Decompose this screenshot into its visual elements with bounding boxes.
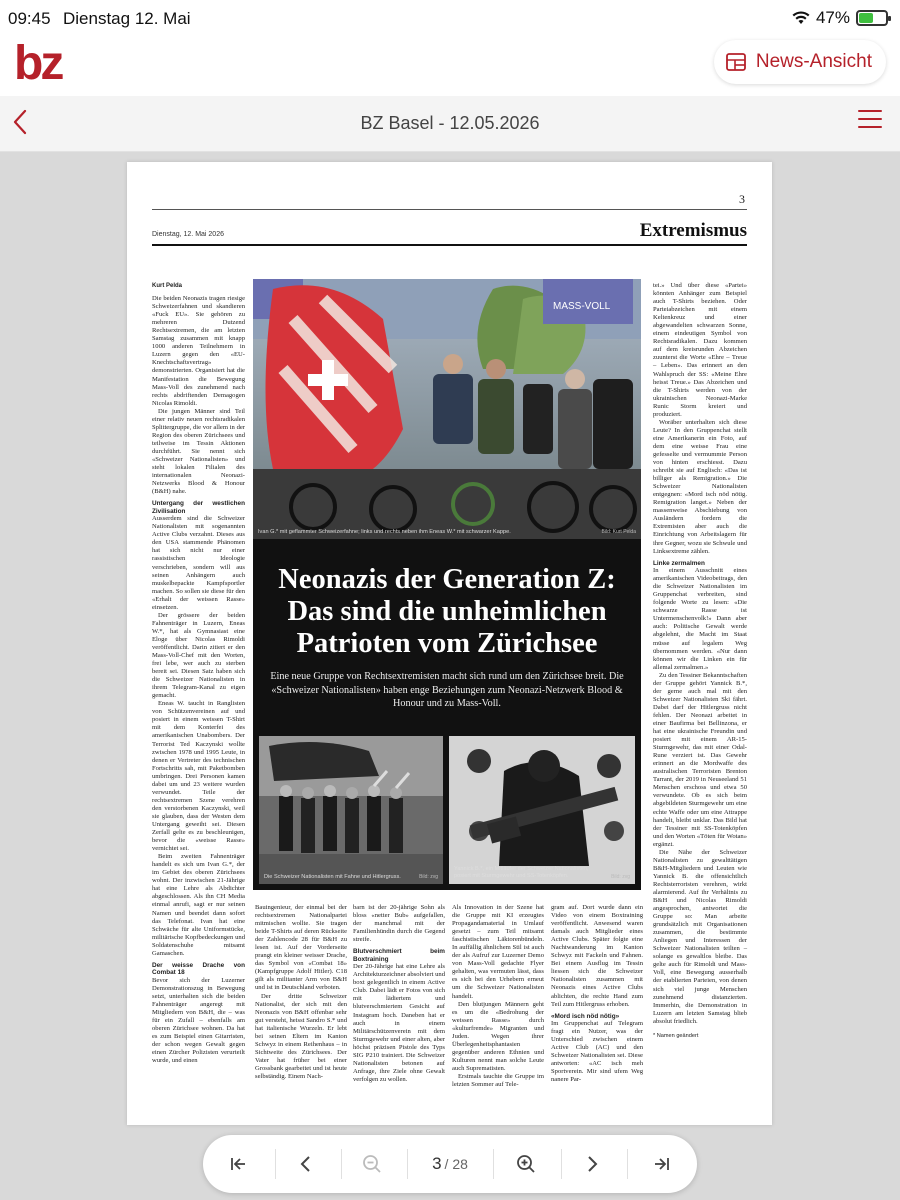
col1-subhead-2: Der weisse Drache von Combat 18 (152, 961, 245, 977)
current-page: 3 (432, 1154, 442, 1173)
status-bar (0, 0, 900, 36)
zoom-out-icon (362, 1154, 382, 1174)
lead-text: Eine neue Gruppe von Rechtsextremisten macht sich rund um den Zürichsee breit. Die «Schweizer Nationalisten» haben enge Beziehungen zum Neonazi-Netzwerk Blood & Honour und zu Mass-Voll. (270, 671, 624, 709)
col5-p1: gram auf. Dort wurde dann ein Video von einem Boxtraining veröffentlicht. Anwesend waren damals auch Mitglieder eines Active Clubs. Später folgte eine Nachtwanderung im Kanton Schwyz mit Fackeln und Fahnen. Bei einem Ausflug im Tessin liessen sich die Schweizer Nationalisten zusammen mit Neonazis eines Active Clubs ablichten, die rechte Hand zum Teil zum Hitlergruss erhoben. (551, 904, 643, 1008)
col3-p2: Der 20-Jährige hat eine Lehre als Architekturzeichner absolviert und boxt gelegentlich in einem Active Club. Dabei lädt er Fotos von sich mit lädiertem und blutverschmiertem Gesicht auf Instagram hoch. Daneben hat er auch in einem Militärschützenverein mit dem Sturmgewehr und einer alten, aber höchst präzisen Pistole des Typs SIG P210 trainiert. Die Schweizer Nationalisten betonen auf Anfrage, ihre Ziele ohne Gewalt verfolgen zu wollen. (353, 963, 445, 1083)
page-date: Dienstag, 12. Mai 2026 (152, 231, 224, 238)
page-indicator (417, 1135, 483, 1193)
section-rule (152, 244, 747, 246)
zoom-in-icon (516, 1154, 536, 1174)
news-layout-icon (726, 53, 746, 71)
feature-block (253, 279, 641, 890)
status-time: 09:45 (8, 9, 51, 28)
news-view-label: News-Ansicht (755, 51, 872, 72)
col6-p3: In einem Ausschnitt eines amerikanischen Videobeitrags, den die Schweizer Nationalisten im Gruppenchat verbreiten, sind folgende Worte zu lesen: «Die schwarze Rasse ist Untermenschenvolk!» Dann aber auch: Politische Gewalt werde abgelehnt, die Macht im Staat müsse auf legalem Weg übernommen werden. «Nur dann können wir die Linken ein für allemal zermalmen.» (653, 567, 747, 671)
newspaper-page[interactable] (127, 162, 772, 1125)
chevron-left-icon (299, 1155, 313, 1173)
author: Kurt Pelda (152, 283, 183, 289)
last-page-button[interactable] (631, 1135, 693, 1193)
article-column-6 (653, 282, 747, 1062)
page-number: 3 (739, 192, 745, 206)
main-photo-credit: Bild: Kurt Pelda (601, 529, 636, 535)
col1-p6: Beim zweiten Fahnenträger handelt es sich um Ivan G.*, der im Gebiet des oberen Zürichsees wohnt. Der inzwischen 21-Jährige hat eine Lehre als Abdichter abgeschlossen. Als ihn CH Media einmal anrufi, sagt er nur seinen Namen und beendet dann sofort das Telefonat. Ivan hat eine Schwäche für alte Uniformstücke, militärische Kopfbedeckungen und Soldatenschuhe mitsamt Gamaschen. (152, 853, 245, 957)
col6-p5: Die Nähe der Schweizer Nationalisten zu gewalttätigen B&H-Mitgliedern und Leuten wie Yannick B. die offensichtlich Rechtsterroristen verehren, wirkt alarmierend. Auf ihr Verhältnis zu B&H und Nicolas Rimoldi angesprochen, antwortet die Gruppe so: Man arbeite grundsätzlich mit Organisationen zusammen, die bestimmte Anliegen und Interessen der Schweizer Nationalisten teilten – solange es gewaltlos bleibe. Das gelte auch für Rimoldi und Mass-Voll, eine Bewegung ausserhalb der etablierten Parteien, von denen sich viel junge Menschen zunehmend distanzierten. Immerhin, die Demonstration in Luzern am letzten Samstag blieb absolut friedlich. (653, 848, 747, 1025)
col4-p2: Den blutjungen Männern geht es um die «Bedrohung der weissen Rasse» durch «kulturfremde» Migranten und Juden. Wegen ihrer Überlegenheitsphantasien gegenüber anderen Ethnien und Kulturen nennt man solche Leute auch Suprematisten. (452, 1000, 544, 1072)
wifi-icon (792, 11, 810, 25)
main-photo[interactable] (253, 279, 641, 539)
col6-subhead: Linke zermalmen (653, 559, 705, 567)
status-date: Dienstag 12. Mai (63, 9, 191, 28)
col6-p1: tei.» Und über diese «Partei» könnten Anhänger zum Beispiel auch T-Shirts beziehen. Oder Parteiabzeichen mit einem Keltenkreuz und einer abgewandelten schwarzen Sonne, einem eindeutigen Symbol von Rechtsradikalen. Dazu kommen auf dem kreisrunden Abzeichen zuunterst die Worte «Ehre – Treue – Leben». Das erinnert an den Wahlspruch der SS: «Meine Ehre heisst Treue.» Das Abzeichen und die T-Shirts werden von der ukrainischen Neonazi-Marke Runic Storm kreiert und produziert. (653, 282, 747, 418)
col1-subhead: Untergang der westlichen Zivilisation (152, 500, 245, 515)
total-pages: / 28 (444, 1156, 468, 1172)
page-navigation-bar (203, 1135, 697, 1193)
hamburger-menu-icon[interactable] (858, 110, 882, 134)
news-view-button[interactable] (714, 40, 886, 84)
article-column-2 (255, 904, 347, 1080)
col5-subhead: «Mord isch nöd nötig» (551, 1012, 620, 1020)
separator (627, 1149, 628, 1179)
col6-p2: Woräber unterhalten sich diese Leute? In den Gruppenchat stellt eine Amerikanerin ein Foto, auf dem eine weisse Frau eine gefesselte und vermummte Person von hinten erschiesst. Dazu schreibt sie auf Englisch: «Das ist billiger als Remigration.» Die Schweizer Nationalisten entgegnen: «Mord isch nöd nötig. Remigration langet.» Neben der massenweise Abschiebung von Ausländern fordern die Extremisten aber auch die Einrichtung von Arbeitslagern für ihre Gegner, wozu sie Schwule und Linksextreme zählen. (653, 418, 747, 555)
main-photo-image (253, 279, 641, 539)
chevron-right-icon (585, 1155, 599, 1173)
issue-title: BZ Basel - 12.05.2026 (360, 113, 540, 133)
col2-p2: Der dritte Schweizer Nationalist, der sich mit den Neonazis von B&H offenbar sehr gut versteht, heisst Sandro S.* und hat italienische Wurzeln. Er lebt bei seinen Eltern im Kanton Schwyz in einem Reihenhaus – in Sichtweite des Zürichsees. Der Vater hat früher bei einer Grossbank gearbeitet und ist heute selbständig. Einem Nach- (255, 992, 347, 1080)
photo-left-caption: Die Schweizer Nationalisten mit Fahne und Hitlergruss. (264, 874, 401, 880)
section-title: Extremismus (639, 220, 747, 241)
top-rule (152, 209, 747, 210)
col1-p4: Der grössere der beiden Fahnenträger in Luzern, Eneas W.*, hat als Gymnasiast eine Eloge über Nicolas Rimoldi veröffentlicht. Darin zitiert er den Mass-Voll-Chef mit den Worten, frei lebe, wer auch zu sterben bereit sei. Diesen Satz haben sich die Schweizer Nationalisten in ihrem Telegram-Kanal zu eigen gemacht. (152, 611, 245, 700)
col3-subhead: Blutverschmiert beim Boxtraining (353, 948, 445, 963)
col1-p1: Die beiden Neonazis tragen riesige Schweizerfahnen und skandieren «Fuck EU». Sie gehören zu mehreren Dutzend Rechtsextremen, die am letzten Samstag zusammen mit knapp 1000 anderen Teilnehmern in Luzern gegen den «EU-Knechtschaftsvertrag» demonstrierten. Organisiert hat die Manifestation die Bewegung Mass-Voll des zunehmend nach rechts abdriftenden Demagogen Nicolas Rimoldi. (152, 295, 245, 407)
article-column-3 (353, 904, 445, 1083)
names-changed-note: * Namen geändert (653, 1032, 699, 1039)
article-column-1 (152, 282, 245, 1065)
col2-p1: Bauingenieur, der einmal bei der rechtsextremen Nationalpartei mitmischen wollte. Sie tragen beide T-Shirts auf deren Rückseite der Zahlencode 28 für B&H zu lesen ist. Auf der Vorderseite prangt ein kleiner weisser Drache, das Symbol von «Combat 18» (Kampfgruppe Adolf Hitler). C18 gilt als militanter Arm von B&H und ist in Deutschland verboten. (255, 904, 347, 992)
banner-text: MASS-VOLL (553, 301, 611, 312)
col3-p1: barn ist der 20-jährige Sohn als bloss «netter Bub» aufgefallen, der manchmal mit der Familienhündin durch die Gegend streife. (353, 904, 445, 944)
first-page-icon (229, 1156, 247, 1172)
photo-right-credit: Bild: zvg (611, 874, 630, 880)
nav-bar (0, 96, 900, 152)
col6-p4: Zu den Tessiner Bekanntschaften der Gruppe gehört Yannick B.*, der gerne auch mal mit den Schweizer Nationalisten Ski fährt. Dabei darf der Hitlergruss nicht fehlen. Der Neonazi arbeitet in einer Baufirma bei Bellinzona, er hat eine ukrainische Freundin und posiert mit einem AR-15-Sturmgewehr, das mit einer Odal-Rune verziert ist. Das Gewehr erinnert an die Mordwaffe des australischen Terroristen Brenton Tarrant, der 2019 in Neuseeland 51 Menschen erschoss und etwa 50 verwundete. Ob es sich beim abgebildeten Sturmgewehr um eine echte Waffe oder um eine Attrappe handelt, bleibt unklar. Das Bild hat der Tessiner mit SS-Totenköpfen und den Worten «Töten für Wotan» ergänzt. (653, 671, 747, 848)
col4-p1: Als Innovation in der Szene hat die Gruppe mit KI erzeugtes Propagandamaterial in Umlauf gesetzt – zum Teil mitsamt faschistischen Läktorenbündeln. In auffällig ähnlichem Stil ist auch der als Aufruf zur Luzerner Demo von Mass-Voll gedachte Flyer gehalten, was vermuten lässt, dass es sich bei den Urhebern erneut um die Schweizer Nationalisten handelt. (452, 904, 544, 1000)
battery-icon (856, 10, 888, 26)
first-page-button[interactable] (207, 1135, 269, 1193)
separator (493, 1149, 494, 1179)
col5-p2: Im Gruppenchat auf Telegram fragt ein Nutzer, was der Unterschied zwischen einem Active Club (AC) und den Schweizer Nationalisten sei. Diese antworten: «AC isch meh Sportverein. Mir sind ufem Weg nanere Par- (551, 1020, 643, 1084)
headline: Neonazis der Generation Z: Das sind die unheimlichen Patrioten vom Zürichsee (278, 564, 616, 659)
article-column-4 (452, 904, 544, 1089)
separator (407, 1149, 408, 1179)
bz-logo[interactable]: bz (14, 37, 62, 90)
photo-right-image (449, 736, 635, 884)
col1-p5: Eneas W. taucht in Ranglisten von Schützenvereinen auf und posiert in einem weissen T-Shirt mit dem Konterfei des amerikanischen Unabombers. Der Terrorist Ted Kaczynski wollte zwischen 1978 und 1995 Leute, in denen er Vertreter des technischen Fortschritts sah, mit Paketbomben umbringen. Drei Personen kamen dabei um und 23 weitere wurden verwundet. Teile der rechtsextremen Szene verehren den verstorbenen Kaczynski, weil sie glauben, dass der Westen dem Untergang geweiht sei. Diesen Zerfall gelte es zu beschleunigen, bevor die «weisse Rasse» vernichtet sei. (152, 700, 245, 853)
battery-percent: 47% (815, 8, 850, 27)
zoom-in-button[interactable] (495, 1135, 557, 1193)
main-photo-caption: Ivan G.* mit geflammter Schweizerfahne; links und rechts neben ihm Eneas W.* mit schwarzer Kappe. (258, 529, 511, 535)
last-page-icon (653, 1156, 671, 1172)
next-page-button[interactable] (561, 1135, 623, 1193)
photo-right[interactable] (449, 736, 635, 884)
app-bar (0, 36, 900, 96)
photo-left[interactable] (259, 736, 443, 884)
article-column-5 (551, 904, 643, 1084)
photo-left-credit: Bild: zvg (419, 874, 438, 880)
col1-p7: Bevor sich der Luzerner Demonstrationszug in Bewegung setzt, unterhalten sich die beiden Fahnenträger angeregt mit Mitgliedern von B&H, die – was für ein Zufall – ebenfalls am oberen Zürichsee wohnen. Da hat es zum Beispiel einen Gitarristen, der schon wegen Gewalt gegen einen Zürcher Polizisten verurteilt wurde, und einen (152, 976, 245, 1065)
previous-page-button[interactable] (275, 1135, 337, 1193)
zoom-out-button[interactable] (341, 1135, 403, 1193)
photo-left-image (259, 736, 443, 884)
status-right (792, 8, 888, 28)
col1-p2: Die jungen Männer sind Teil einer relativ neuen rechtsradikalen Splittergruppe, die vor allem in der Region des oberen Zürichsees und teilweise im Tessin Aktionen durchführt. Sie nennt sich «Schweizer Nationalisten» und steht lokalen Filialen des internationalen Neonazi-Netzwerks Blood & Honour (B&H) nahe. (152, 407, 245, 496)
col4-p3: Erstmals tauchte die Gruppe im letzten Sommer auf Tele- (452, 1072, 544, 1089)
col1-p3: Ausserdem sind die Schweizer Nationalisten mit sogenannten Active Clubs verzahnt. Dieses aus den USA stammende Phänomen hat sich nicht nur einer rassistischen Ideologie verschrieben, sondern will aus seinen Anhängern auch muskelbepackte Kampfsportler machen. So sollen sie diese für den «Erhalt der weissen Rasse» einsetzen. (152, 515, 245, 611)
photo-right-caption: Yannick B.*, ein Mitläufer der Schweizer Nationalisten, posiert mit Sturmgewehr und SS-Totenköpfen. (454, 866, 589, 879)
